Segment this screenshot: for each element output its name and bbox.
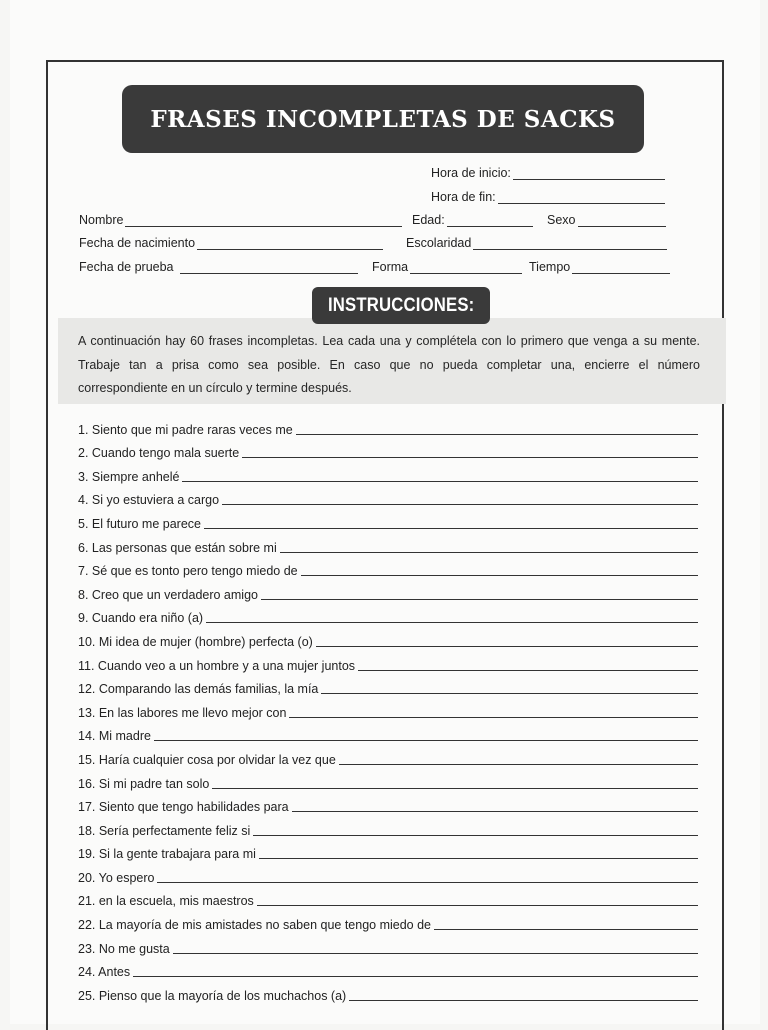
sentence-stem: 21. en la escuela, mis maestros: [78, 894, 254, 909]
sentence-stem: 1. Siento que mi padre raras veces me: [78, 422, 293, 437]
escolaridad-label: Escolaridad: [406, 236, 472, 250]
sexo-field[interactable]: [578, 214, 666, 227]
answer-line[interactable]: [434, 917, 698, 930]
answer-line[interactable]: [182, 469, 698, 482]
sentence-stem: 17. Siento que tengo habilidades para: [78, 800, 289, 815]
answer-line[interactable]: [157, 870, 698, 883]
fecha-nacimiento-row: [79, 236, 383, 250]
forma-field[interactable]: [410, 261, 522, 274]
sexo-row: [547, 213, 666, 227]
instructions-banner: [312, 287, 490, 324]
hora-fin-field[interactable]: [498, 191, 665, 204]
list-item: [78, 861, 698, 885]
answer-line[interactable]: [212, 776, 698, 789]
hora-fin-row: [431, 190, 665, 204]
sentence-stem: 16. Si mi padre tan solo: [78, 776, 210, 791]
answer-line[interactable]: [280, 540, 698, 553]
answer-line[interactable]: [206, 610, 698, 623]
tiempo-field[interactable]: [572, 261, 670, 274]
answer-line[interactable]: [204, 516, 698, 529]
title-banner: [122, 85, 644, 153]
list-item: [78, 555, 698, 579]
sentence-stem: 10. Mi idea de mujer (hombre) perfecta (o): [78, 634, 313, 649]
answer-line[interactable]: [321, 681, 698, 694]
sentence-stem: 5. El futuro me parece: [78, 516, 201, 531]
hora-inicio-field[interactable]: [513, 167, 665, 180]
sentence-stem: 19. Si la gente trabajara para mi: [78, 847, 256, 862]
instructions-heading: INSTRUCCIONES:: [327, 294, 475, 316]
list-item: [78, 908, 698, 932]
list-item: [78, 979, 698, 1003]
nombre-label: Nombre: [79, 213, 124, 227]
sentence-stem: 23. No me gusta: [78, 941, 170, 956]
list-item: [78, 531, 698, 555]
instructions-text: A continuación hay 60 frases incompletas. Lea cada una y complétela con lo primero que venga a su mente. Trabaje tan a prisa como sea posible. En caso que no pueda completar una, encierre el número correspondiente en un círculo y termine después.: [78, 334, 700, 395]
sentence-stem: 8. Creo que un verdadero amigo: [78, 587, 258, 602]
list-item: [78, 625, 698, 649]
tiempo-row: [529, 260, 670, 274]
answer-line[interactable]: [253, 823, 698, 836]
answer-line[interactable]: [289, 705, 698, 718]
sentence-stem: 22. La mayoría de mis amistades no saben que tengo miedo de: [78, 918, 431, 933]
fecha-nacimiento-label: Fecha de nacimiento: [79, 236, 196, 250]
list-item: [78, 413, 698, 437]
list-item: [78, 673, 698, 697]
edad-row: [412, 213, 533, 227]
sentence-stem: 9. Cuando era niño (a): [78, 611, 204, 626]
list-item: [78, 578, 698, 602]
list-item: [78, 460, 698, 484]
sentence-stem: 13. En las labores me llevo mejor con: [78, 705, 287, 720]
answer-line[interactable]: [259, 846, 698, 859]
fecha-prueba-field[interactable]: [180, 261, 358, 274]
sexo-label: Sexo: [547, 213, 576, 227]
list-item: [78, 602, 698, 626]
edad-field[interactable]: [447, 214, 533, 227]
answer-line[interactable]: [349, 988, 698, 1001]
fecha-nacimiento-field[interactable]: [197, 237, 383, 250]
list-item: [78, 885, 698, 909]
answer-line[interactable]: [358, 658, 698, 671]
page-title: FRASES INCOMPLETAS DE SACKS: [150, 105, 616, 133]
answer-line[interactable]: [173, 941, 698, 954]
answer-line[interactable]: [261, 587, 698, 600]
list-item: [78, 649, 698, 673]
list-item: [78, 814, 698, 838]
fecha-prueba-label: Fecha de prueba: [79, 260, 174, 274]
sentence-stem: 14. Mi madre: [78, 729, 151, 744]
list-item: [78, 720, 698, 744]
answer-line[interactable]: [316, 634, 698, 647]
sentence-stem: 11. Cuando veo a un hombre y a una mujer juntos: [78, 658, 356, 673]
edad-label: Edad:: [412, 213, 445, 227]
sentence-stem: 2. Cuando tengo mala suerte: [78, 446, 240, 461]
hora-inicio-label: Hora de inicio:: [431, 166, 511, 180]
sentence-list: [78, 413, 698, 1003]
answer-line[interactable]: [339, 752, 698, 765]
list-item: [78, 767, 698, 791]
list-item: [78, 507, 698, 531]
fecha-prueba-row: [79, 260, 358, 274]
sentence-stem: 7. Sé que es tonto pero tengo miedo de: [78, 564, 298, 579]
answer-line[interactable]: [222, 492, 698, 505]
escolaridad-row: [406, 236, 667, 250]
sentence-stem: 3. Siempre anhelé: [78, 469, 180, 484]
hora-inicio-row: [431, 166, 665, 180]
answer-line[interactable]: [296, 422, 698, 435]
answer-line[interactable]: [154, 728, 698, 741]
list-item: [78, 437, 698, 461]
answer-line[interactable]: [242, 445, 698, 458]
list-item: [78, 743, 698, 767]
tiempo-label: Tiempo: [529, 260, 571, 274]
nombre-field[interactable]: [125, 214, 402, 227]
sentence-stem: 6. Las personas que están sobre mi: [78, 540, 277, 555]
list-item: [78, 484, 698, 508]
forma-label: Forma: [372, 260, 409, 274]
sentence-stem: 4. Si yo estuviera a cargo: [78, 493, 220, 508]
answer-line[interactable]: [292, 799, 698, 812]
answer-line[interactable]: [133, 964, 698, 977]
sentence-stem: 15. Haría cualquier cosa por olvidar la vez que: [78, 752, 336, 767]
sentence-stem: 18. Sería perfectamente feliz si: [78, 823, 251, 838]
sentence-stem: 12. Comparando las demás familias, la mía: [78, 682, 319, 697]
list-item: [78, 838, 698, 862]
list-item: [78, 696, 698, 720]
sentence-stem: 24. Antes: [78, 965, 131, 980]
forma-row: [372, 260, 522, 274]
list-item: [78, 932, 698, 956]
answer-line[interactable]: [257, 893, 698, 906]
sentence-stem: 25. Pienso que la mayoría de los muchachos (a): [78, 988, 347, 1003]
hora-fin-label: Hora de fin:: [431, 190, 496, 204]
list-item: [78, 956, 698, 980]
list-item: [78, 791, 698, 815]
sentence-stem: 20. Yo espero: [78, 870, 155, 885]
nombre-row: [79, 213, 402, 227]
answer-line[interactable]: [301, 563, 698, 576]
escolaridad-field[interactable]: [473, 237, 667, 250]
